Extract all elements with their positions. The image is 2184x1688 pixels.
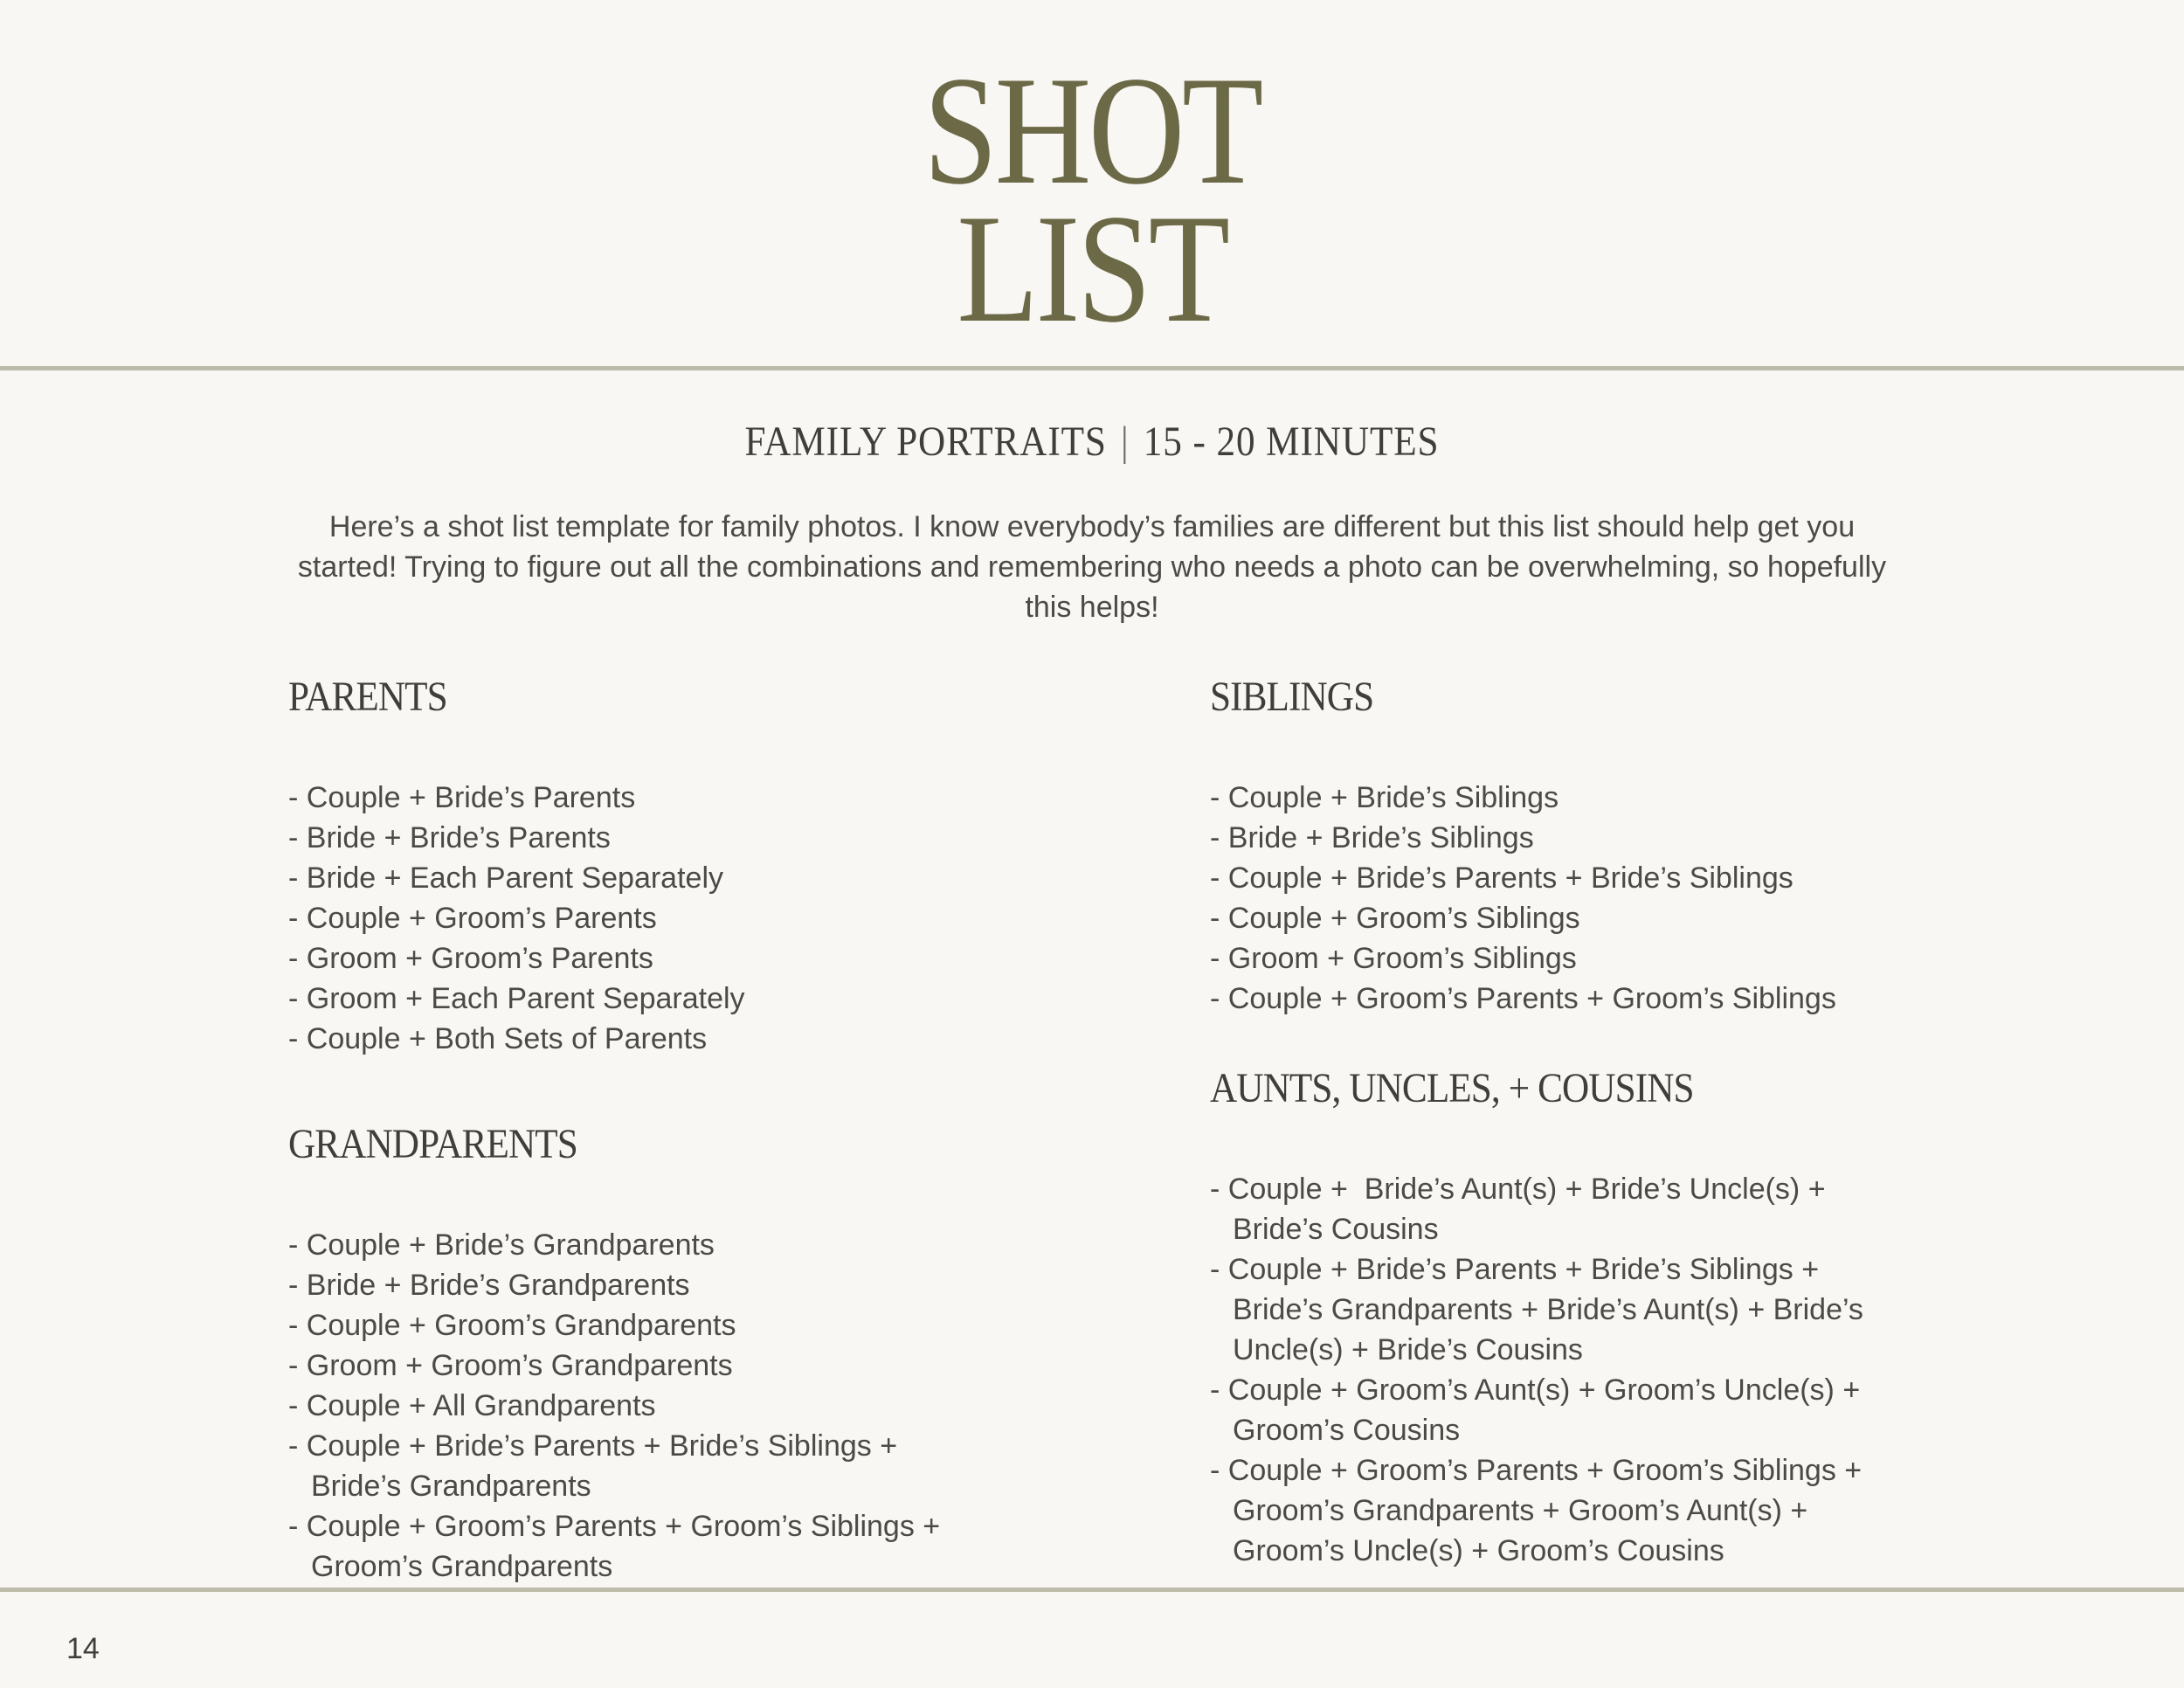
left-column — [288, 666, 987, 1587]
list-item: - Groom + Groom’s Siblings — [1210, 942, 1577, 975]
list-item: - Couple + Groom’s Parents + Groom’s Siblings + Groom’s Grandparents — [288, 1510, 949, 1583]
subtitle-topic: FAMILY PORTRAITS — [744, 419, 1107, 465]
top-divider — [0, 366, 2184, 370]
list-item: - Couple + Groom’s Parents — [288, 902, 657, 935]
subtitle-separator: | — [1121, 419, 1130, 465]
bottom-divider — [0, 1588, 2184, 1592]
list-item: - Couple + Bride’s Parents + Bride’s Siblings + Bride’s Grandparents — [288, 1429, 906, 1503]
list-item: - Couple + Groom’s Aunt(s) + Groom’s Uncle(s) + Groom’s Cousins — [1210, 1373, 1869, 1447]
list-item: - Couple + Both Sets of Parents — [288, 1022, 708, 1055]
list-item: - Bride + Each Parent Separately — [288, 861, 723, 895]
list-item: - Couple + All Grandparents — [288, 1389, 656, 1422]
grandparents-heading: GRANDPARENTS — [288, 1121, 577, 1167]
aunts-uncles-cousins-heading: AUNTS, UNCLES, + COUSINS — [1210, 1065, 1694, 1111]
page-title-line-1: SHOT — [923, 44, 1261, 217]
subtitle-duration: 15 - 20 MINUTES — [1143, 419, 1440, 465]
intro-paragraph: Here’s a shot list template for family photos. I know everybody’s families are different but this list should help get you started! Trying to figure out all the combinations and remembering who needs a photo can be overwhelming, so hopefully this helps! — [297, 510, 1887, 624]
right-column — [1210, 666, 1926, 1571]
parents-heading: PARENTS — [288, 674, 447, 720]
list-item: - Bride + Bride’s Siblings — [1210, 821, 1534, 854]
list-item: - Couple + Groom’s Siblings — [1210, 902, 1580, 935]
list-item: - Couple + Bride’s Parents — [288, 781, 636, 814]
list-item: - Couple + Groom’s Parents + Groom’s Siblings — [1210, 982, 1836, 1015]
list-item: - Groom + Groom’s Grandparents — [288, 1349, 733, 1382]
siblings-list — [1210, 778, 1926, 1019]
aunts-uncles-cousins-list — [1210, 1169, 1926, 1571]
parents-list — [288, 778, 987, 1059]
page-title — [153, 44, 2031, 355]
list-item: - Couple + Bride’s Aunt(s) + Bride’s Uncle(s) + Bride’s Cousins — [1210, 1173, 1835, 1246]
list-item: - Groom + Groom’s Parents — [288, 942, 653, 975]
page-title-line-2: LIST — [957, 182, 1227, 355]
list-item: - Couple + Groom’s Grandparents — [288, 1309, 736, 1342]
list-item: - Couple + Bride’s Parents + Bride’s Siblings + Bride’s Grandparents + Bride’s Aunt(s) + Bride’s Uncle(s) + Bride’s Cousins — [1210, 1253, 1872, 1366]
list-item: - Bride + Bride’s Grandparents — [288, 1269, 690, 1302]
list-item: - Bride + Bride’s Parents — [288, 821, 611, 854]
grandparents-list — [288, 1225, 987, 1587]
list-item: - Couple + Bride’s Parents + Bride’s Siblings — [1210, 861, 1794, 895]
list-item: - Couple + Bride’s Siblings — [1210, 781, 1559, 814]
list-item: - Couple + Bride’s Grandparents — [288, 1228, 715, 1262]
page-number: 14 — [66, 1632, 100, 1665]
list-item: - Couple + Groom’s Parents + Groom’s Siblings + Groom’s Grandparents + Groom’s Aunt(s) + Groom’s Uncle(s) + Groom’s Cousins — [1210, 1454, 1870, 1567]
section-subtitle — [109, 418, 2075, 466]
list-item: - Groom + Each Parent Separately — [288, 982, 745, 1015]
siblings-heading: SIBLINGS — [1210, 674, 1374, 720]
